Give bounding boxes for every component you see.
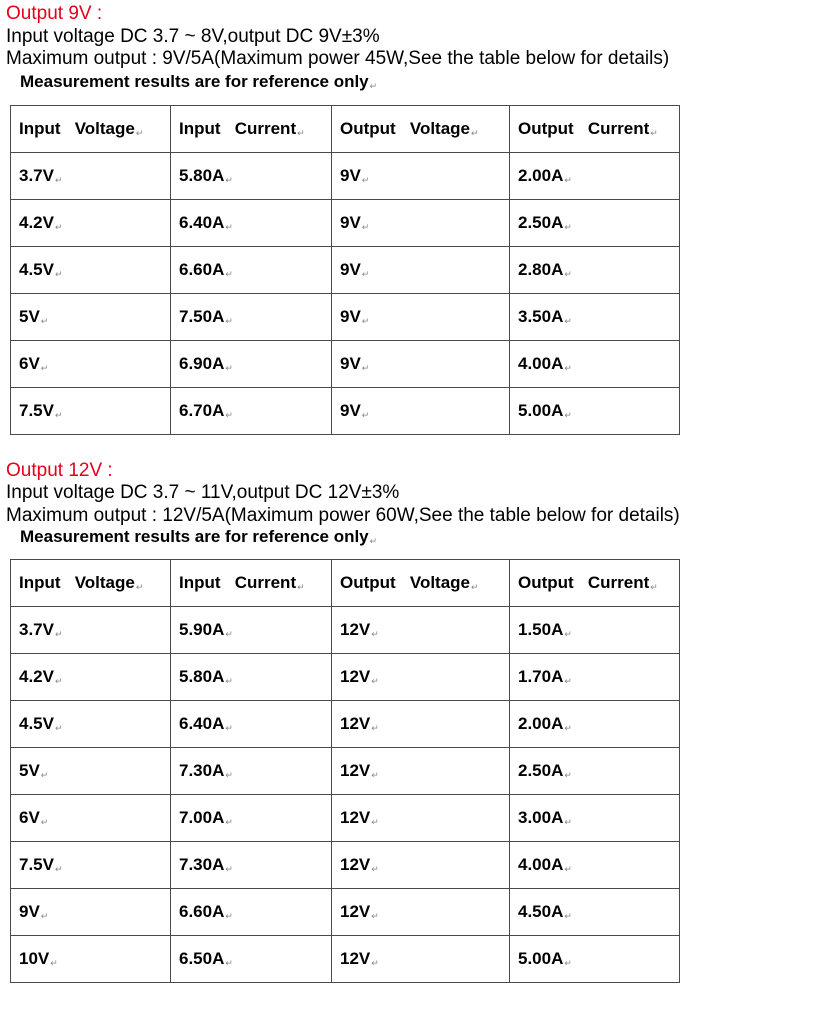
table-cell-value: 6.90A — [179, 354, 225, 373]
table-cell: 6.50A↵ — [171, 936, 332, 983]
table-cell: 7.30A↵ — [171, 748, 332, 795]
table-cell-value: 3.50A — [518, 307, 564, 326]
table-cell: 5.90A↵ — [171, 607, 332, 654]
column-header: Output Current↵ — [510, 106, 680, 153]
table-cell-value: 12V — [340, 714, 371, 733]
table-cell: 6.60A↵ — [171, 889, 332, 936]
table-cell-value: 9V — [340, 401, 361, 420]
table-cell: 2.00A↵ — [510, 153, 680, 200]
table-cell-value: 10V — [19, 949, 50, 968]
column-header: Output Voltage↵ — [332, 106, 510, 153]
table-cell: 12V↵ — [332, 748, 510, 795]
table-cell-value: 4.00A — [518, 354, 564, 373]
table-cell: 9V↵ — [332, 153, 510, 200]
table-row — [11, 701, 680, 748]
table-cell-value: 6.50A — [179, 949, 225, 968]
table-cell: 6.60A↵ — [171, 247, 332, 294]
table-cell-value: 2.80A — [518, 260, 564, 279]
table-cell: 12V↵ — [332, 607, 510, 654]
table-cell: 5.00A↵ — [510, 388, 680, 435]
table-cell: 1.70A↵ — [510, 654, 680, 701]
table-cell-value: 12V — [340, 667, 371, 686]
table-cell-value: 4.50A — [518, 902, 564, 921]
output-9v-input-range: Input voltage DC 3.7 ~ 8V,output DC 9V±3% — [6, 26, 380, 47]
table-row — [11, 341, 680, 388]
output-12v-heading: Output 12V : — [6, 460, 113, 481]
table-cell: 6.40A↵ — [171, 200, 332, 247]
table-row — [11, 936, 680, 983]
table-cell: 4.5V↵ — [11, 247, 171, 294]
table-row — [11, 654, 680, 701]
table-cell-value: 12V — [340, 949, 371, 968]
table-cell-value: 7.5V — [19, 855, 54, 874]
table-cell-value: 12V — [340, 620, 371, 639]
table-cell: 9V↵ — [332, 200, 510, 247]
column-header: Output Voltage↵ — [332, 560, 510, 607]
output-12v-max-output: Maximum output : 12V/5A(Maximum power 60W,See the table below for details) — [6, 505, 680, 526]
table-row — [11, 247, 680, 294]
table-cell: 3.00A↵ — [510, 795, 680, 842]
table-cell: 4.00A↵ — [510, 341, 680, 388]
table-cell: 5V↵ — [11, 748, 171, 795]
table-cell: 12V↵ — [332, 654, 510, 701]
table-cell: 2.50A↵ — [510, 748, 680, 795]
table-cell: 3.7V↵ — [11, 607, 171, 654]
column-header-label: Input Voltage — [19, 573, 135, 592]
table-row — [11, 294, 680, 341]
table-cell-value: 5.80A — [179, 667, 225, 686]
table-cell-value: 4.00A — [518, 855, 564, 874]
table-cell-value: 1.50A — [518, 620, 564, 639]
table-cell-value: 4.2V — [19, 667, 54, 686]
output-9v-reference-note: Measurement results are for reference only↵ — [20, 72, 378, 91]
column-header-label: Output Current — [518, 573, 650, 592]
table-cell-value: 12V — [340, 808, 371, 827]
table-row — [11, 842, 680, 889]
table-cell-value: 2.00A — [518, 714, 564, 733]
table-cell-value: 7.50A — [179, 307, 225, 326]
table-cell: 9V↵ — [332, 247, 510, 294]
column-header: Input Current↵ — [171, 560, 332, 607]
table-cell-value: 5.80A — [179, 166, 225, 185]
table-cell: 5.80A↵ — [171, 153, 332, 200]
table-cell: 4.2V↵ — [11, 200, 171, 247]
table-cell-value: 5V — [19, 761, 40, 780]
table-cell: 12V↵ — [332, 701, 510, 748]
table-cell-value: 7.5V — [19, 401, 54, 420]
table-row — [11, 388, 680, 435]
table-cell-value: 7.00A — [179, 808, 225, 827]
table-cell: 12V↵ — [332, 795, 510, 842]
table-row — [11, 795, 680, 842]
table-row — [11, 200, 680, 247]
table-cell: 2.80A↵ — [510, 247, 680, 294]
table-cell: 7.5V↵ — [11, 842, 171, 889]
table-cell-value: 7.30A — [179, 855, 225, 874]
table-cell: 5V↵ — [11, 294, 171, 341]
table-cell-value: 9V — [340, 307, 361, 326]
table-cell: 3.50A↵ — [510, 294, 680, 341]
table-cell: 4.5V↵ — [11, 701, 171, 748]
table-cell: 1.50A↵ — [510, 607, 680, 654]
table-header-row — [11, 106, 680, 153]
table-cell: 4.2V↵ — [11, 654, 171, 701]
output-12v-table — [10, 559, 680, 983]
table-cell-value: 6.70A — [179, 401, 225, 420]
table-cell: 2.00A↵ — [510, 701, 680, 748]
column-header: Output Current↵ — [510, 560, 680, 607]
table-cell-value: 5V — [19, 307, 40, 326]
column-header: Input Current↵ — [171, 106, 332, 153]
column-header: Input Voltage↵ — [11, 560, 171, 607]
table-cell: 7.50A↵ — [171, 294, 332, 341]
column-header-label: Input Current — [179, 119, 297, 138]
table-cell: 6.40A↵ — [171, 701, 332, 748]
table-cell-value: 3.7V — [19, 166, 54, 185]
table-cell: 12V↵ — [332, 842, 510, 889]
table-cell-value: 4.2V — [19, 213, 54, 232]
table-cell: 12V↵ — [332, 936, 510, 983]
table-cell-value: 2.00A — [518, 166, 564, 185]
table-cell: 7.5V↵ — [11, 388, 171, 435]
table-cell: 6V↵ — [11, 795, 171, 842]
table-cell-value: 6V — [19, 808, 40, 827]
table-cell-value: 12V — [340, 761, 371, 780]
table-cell: 5.80A↵ — [171, 654, 332, 701]
output-9v-table — [10, 105, 680, 435]
table-cell: 3.7V↵ — [11, 153, 171, 200]
table-cell-value: 9V — [340, 354, 361, 373]
table-cell-value: 2.50A — [518, 213, 564, 232]
table-cell: 7.00A↵ — [171, 795, 332, 842]
table-cell: 5.00A↵ — [510, 936, 680, 983]
column-header-label: Input Voltage — [19, 119, 135, 138]
column-header-label: Output Voltage — [340, 573, 471, 592]
table-cell-value: 1.70A — [518, 667, 564, 686]
table-cell: 6V↵ — [11, 341, 171, 388]
table-row — [11, 748, 680, 795]
column-header: Input Voltage↵ — [11, 106, 171, 153]
table-cell: 9V↵ — [332, 388, 510, 435]
output-12v-input-range: Input voltage DC 3.7 ~ 11V,output DC 12V±3% — [6, 482, 400, 503]
table-cell: 6.70A↵ — [171, 388, 332, 435]
column-header-label: Output Voltage — [340, 119, 471, 138]
table-cell-value: 12V — [340, 855, 371, 874]
table-cell-value: 5.00A — [518, 949, 564, 968]
table-cell-value: 2.50A — [518, 761, 564, 780]
table-cell-value: 12V — [340, 902, 371, 921]
table-cell-value: 9V — [340, 213, 361, 232]
table-cell-value: 6V — [19, 354, 40, 373]
column-header-label: Input Current — [179, 573, 297, 592]
table-cell: 10V↵ — [11, 936, 171, 983]
table-cell-value: 7.30A — [179, 761, 225, 780]
table-cell: 6.90A↵ — [171, 341, 332, 388]
table-cell-value: 9V — [340, 166, 361, 185]
table-cell-value: 3.7V — [19, 620, 54, 639]
table-cell-value: 5.90A — [179, 620, 225, 639]
table-cell: 4.00A↵ — [510, 842, 680, 889]
table-cell-value: 4.5V — [19, 714, 54, 733]
table-cell: 2.50A↵ — [510, 200, 680, 247]
table-cell-value: 4.5V — [19, 260, 54, 279]
output-12v-reference-note: Measurement results are for reference only↵ — [20, 527, 378, 546]
table-cell: 12V↵ — [332, 889, 510, 936]
table-cell: 9V↵ — [332, 341, 510, 388]
table-cell-value: 9V — [340, 260, 361, 279]
output-9v-max-output: Maximum output : 9V/5A(Maximum power 45W,See the table below for details) — [6, 48, 670, 69]
table-cell-value: 6.40A — [179, 714, 225, 733]
table-cell: 7.30A↵ — [171, 842, 332, 889]
table-cell-value: 6.60A — [179, 260, 225, 279]
table-row — [11, 889, 680, 936]
table-row — [11, 153, 680, 200]
output-9v-heading: Output 9V : — [6, 3, 103, 24]
table-cell-value: 9V — [19, 902, 40, 921]
table-cell-value: 6.60A — [179, 902, 225, 921]
table-row — [11, 607, 680, 654]
table-cell-value: 6.40A — [179, 213, 225, 232]
column-header-label: Output Current — [518, 119, 650, 138]
table-cell: 9V↵ — [332, 294, 510, 341]
table-cell: 4.50A↵ — [510, 889, 680, 936]
table-header-row — [11, 560, 680, 607]
table-cell-value: 5.00A — [518, 401, 564, 420]
table-cell: 9V↵ — [11, 889, 171, 936]
table-cell-value: 3.00A — [518, 808, 564, 827]
